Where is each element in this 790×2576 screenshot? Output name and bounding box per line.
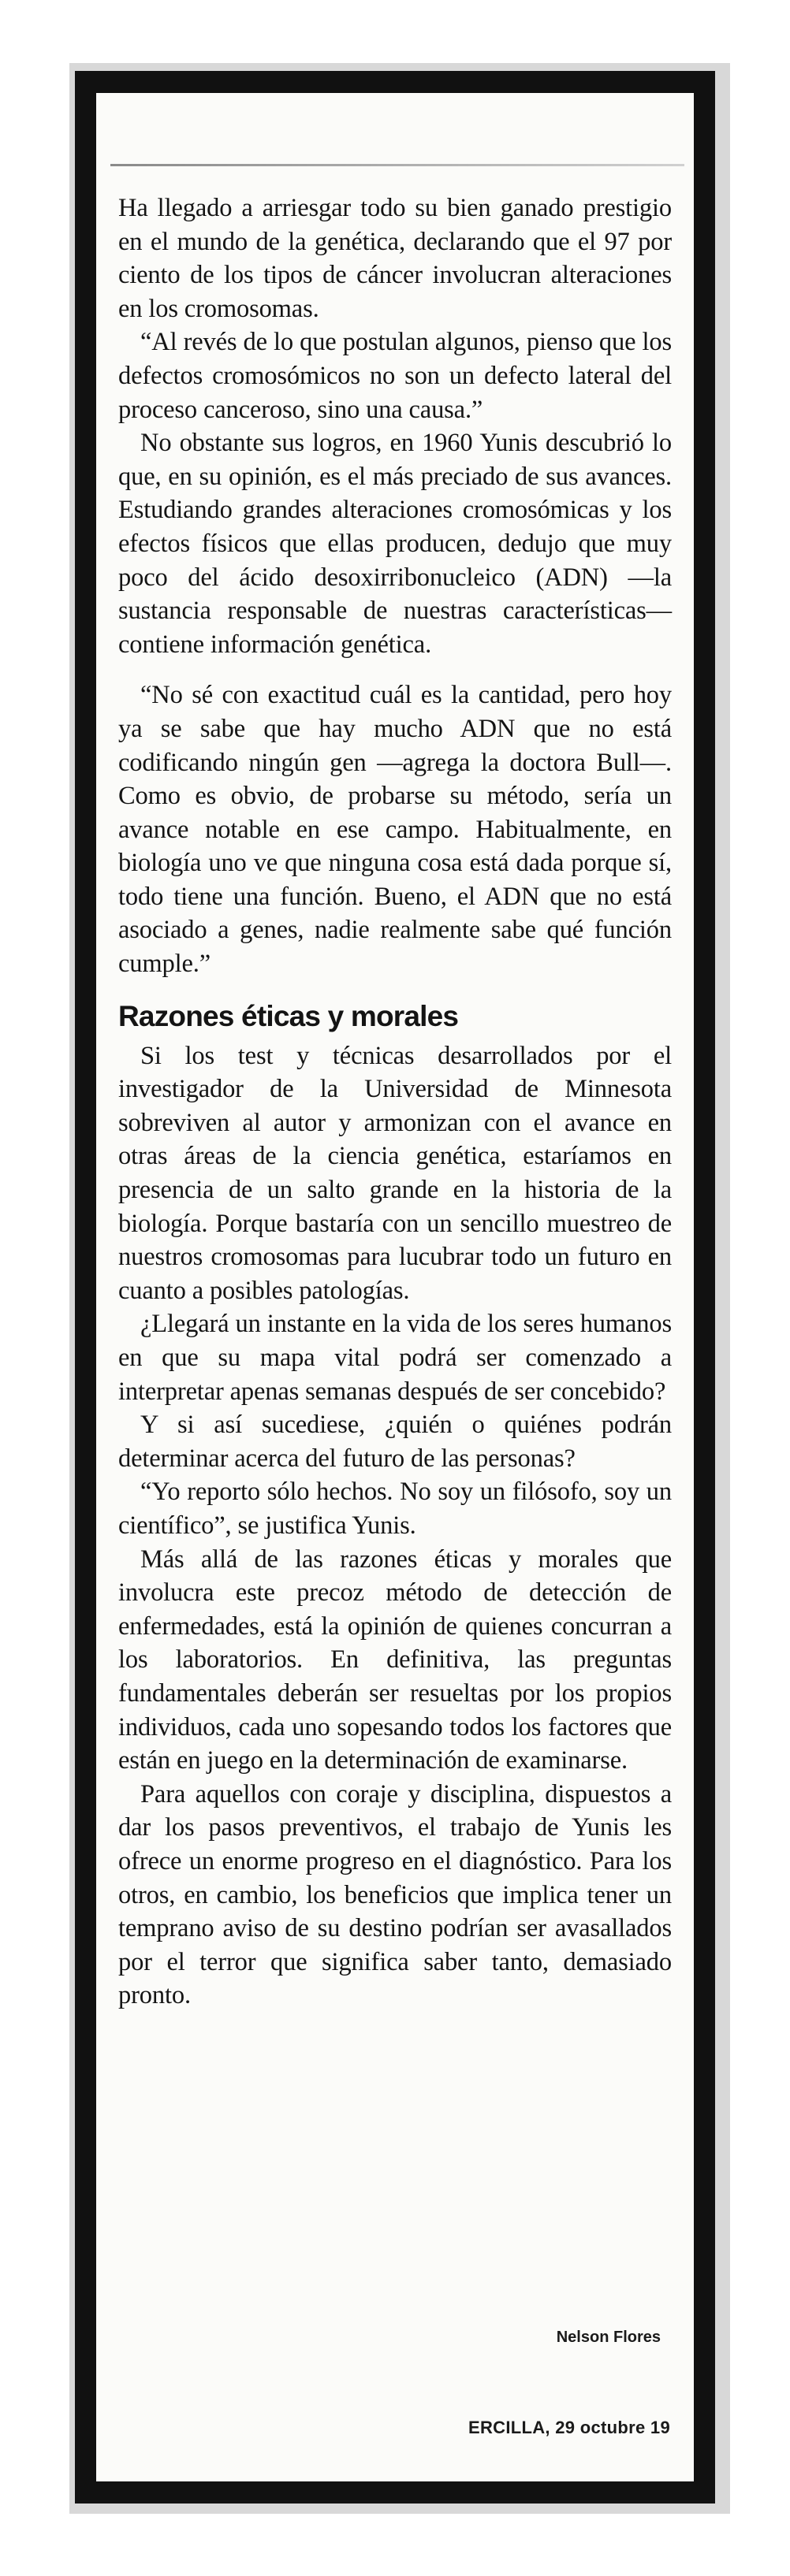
paragraph-4: “No sé con exactitud cuál es la cantidad, pero hoy ya se sabe que hay mucho ADN que no está codificando ningún gen —agrega la doctora Bull—. Como es obvio, de probarse su método, sería un avance notable en ese campo. Habitualmente, en biología uno ve que ninguna cosa está dada porque sí, todo tiene una función. Bueno, el ADN que no está asociado a genes, nadie realmente sabe qué función cumple.” [118, 681, 672, 979]
top-rule [110, 164, 684, 166]
paragraph-5: Si los test y técnicas desarrollados por el investigador de la Universidad de Minnesota sobreviven al autor y armonizan con el avance en otras áreas de la ciencia genética, estaríamos en presencia de un salto grande en la historia de la biología. Porque bastaría con un sencillo muestreo de nuestros cromosomas para lucubrar todo un futuro en cuanto a posibles patologías. [118, 1041, 672, 1305]
paragraph-8: “Yo reporto sólo hechos. No soy un filósofo, soy un científico”, se justifica Yunis. [118, 1478, 672, 1540]
paragraph-2: “Al revés de lo que postulan algunos, pienso que los defectos cromosómicos no son un defecto lateral del proceso canceroso, sino una causa.” [118, 328, 672, 424]
paragraph-3: No obstante sus logros, en 1960 Yunis descubrió lo que, en su opinión, es el más preciado de sus avances. Estudiando grandes alteraciones cromosómicas y los efectos físicos que ellas producen, dedujo que muy poco del ácido desoxirribonucleico (ADN) —la sustancia responsable de nuestras características— contiene información genética. [118, 429, 672, 659]
author-byline: Nelson Flores [556, 2329, 661, 2346]
paragraph-7: Y si así sucediese, ¿quién o quiénes podrán determinar acerca del futuro de las personas? [118, 1411, 672, 1473]
paragraph-1: Ha llegado a arriesgar todo su bien ganado prestigio en el mundo de la genética, declarando que el 97 por ciento de los tipos de cáncer involucran alteraciones en los cromosomas. [118, 194, 672, 323]
newspaper-clipping [96, 93, 694, 2481]
paragraph-10: Para aquellos con coraje y disciplina, dispuestos a dar los pasos preventivos, el trabajo de Yunis les ofrece un enorme progreso en el diagnóstico. Para los otros, en cambio, los beneficios que implica tener un temprano aviso de su destino podrían ser avasallados por el terror que significa saber tanto, demasiado pronto. [118, 1779, 672, 2010]
paragraph-9: Más allá de las razones éticas y morales que involucra este precoz método de detección de enfermedades, está la opinión de quienes concurran a los laboratorios. En definitiva, las preguntas fundamentales deberán ser resueltas por los propios individuos, cada uno sopesando todos los factores que están en juego en la determinación de examinarse. [118, 1544, 672, 1775]
paragraph-6: ¿Llegará un instante en la vida de los seres humanos en que su mapa vital podrá ser comenzado a interpretar apenas semanas después de ser concebido? [118, 1310, 672, 1406]
article-body [118, 191, 672, 2013]
source-citation: ERCILLA, 29 octubre 19 [468, 2418, 670, 2437]
section-heading: Razones éticas y morales [118, 999, 459, 1032]
